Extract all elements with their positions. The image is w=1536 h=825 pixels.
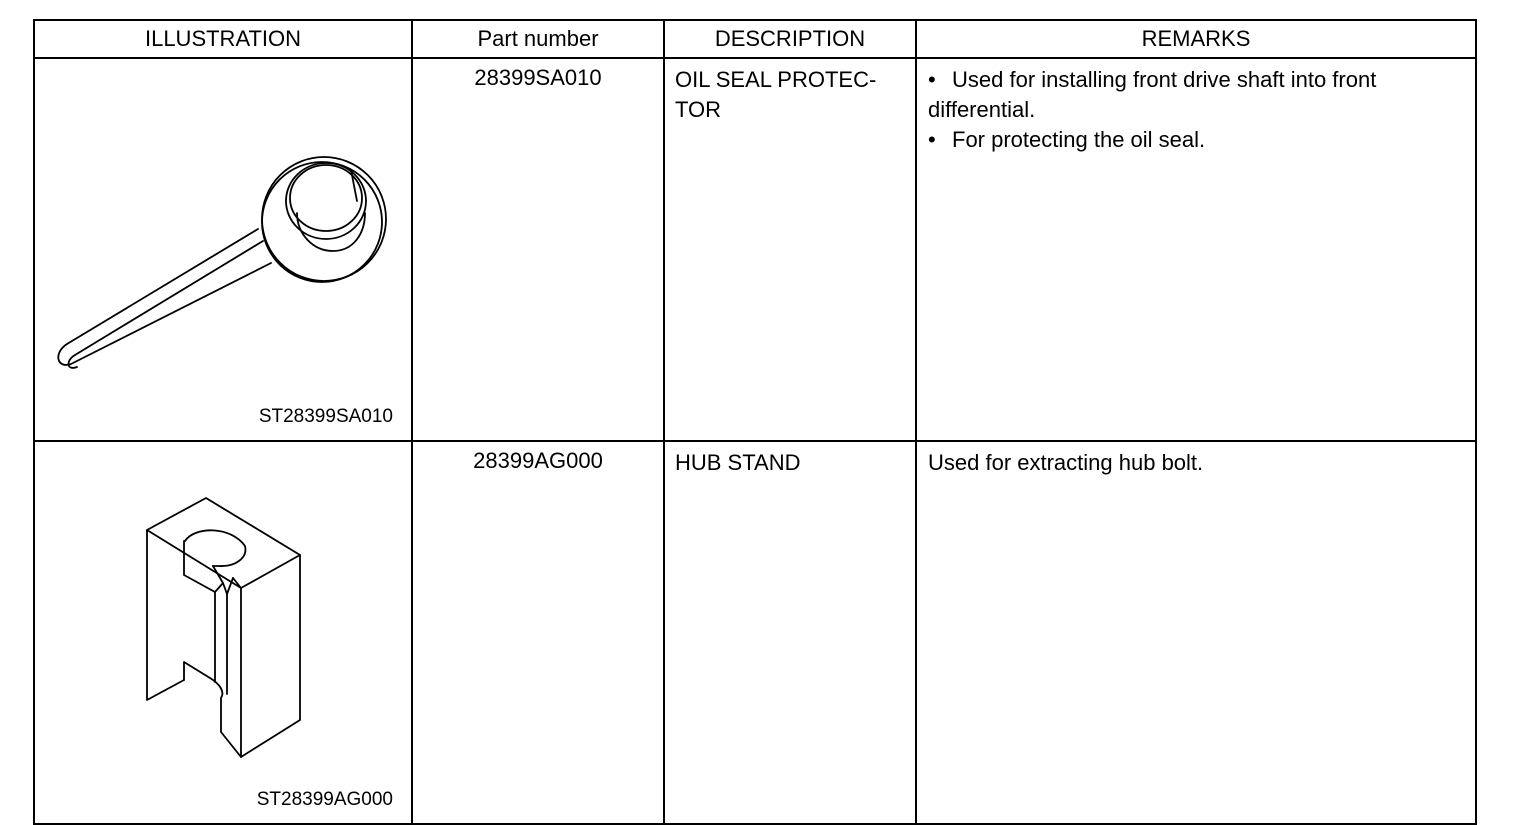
header-description: DESCRIPTION bbox=[664, 20, 916, 58]
description-cell bbox=[664, 58, 916, 441]
remarks-item bbox=[928, 125, 1465, 155]
remarks-cell bbox=[916, 58, 1476, 441]
illustration-cell bbox=[34, 441, 412, 824]
remarks-item bbox=[928, 65, 1465, 125]
illustration-cell bbox=[34, 58, 412, 441]
description-line: HUB STAND bbox=[675, 450, 801, 475]
illustration-code: ST28399SA010 bbox=[258, 406, 393, 427]
bullet: • bbox=[928, 67, 936, 92]
description-line: OIL SEAL PROTEC- bbox=[675, 67, 877, 92]
remarks-cell bbox=[916, 441, 1476, 824]
description-cell bbox=[664, 441, 916, 824]
header-row bbox=[34, 20, 1476, 58]
part-number-cell: 28399SA010 bbox=[412, 58, 664, 441]
oil-seal-protector-drawing bbox=[35, 59, 411, 432]
part-number-cell: 28399AG000 bbox=[412, 441, 664, 824]
description-line: TOR bbox=[675, 97, 722, 122]
hub-stand-drawing bbox=[35, 442, 411, 815]
header-part-number: Part number bbox=[412, 20, 664, 58]
illustration-code: ST28399AG000 bbox=[256, 789, 393, 810]
table-row bbox=[34, 58, 1476, 441]
remarks-text: For protecting the oil seal. bbox=[952, 127, 1206, 152]
remarks-text: Used for installing front drive shaft into front bbox=[952, 67, 1377, 92]
header-remarks: REMARKS bbox=[916, 20, 1476, 58]
remarks-text: Used for extracting hub bolt. bbox=[928, 450, 1204, 475]
table-row bbox=[34, 441, 1476, 824]
special-tools-table bbox=[33, 19, 1477, 825]
header-illustration: ILLUSTRATION bbox=[34, 20, 412, 58]
remarks-list bbox=[928, 65, 1465, 155]
bullet: • bbox=[928, 127, 936, 152]
remarks-text: differential. bbox=[928, 97, 1036, 122]
